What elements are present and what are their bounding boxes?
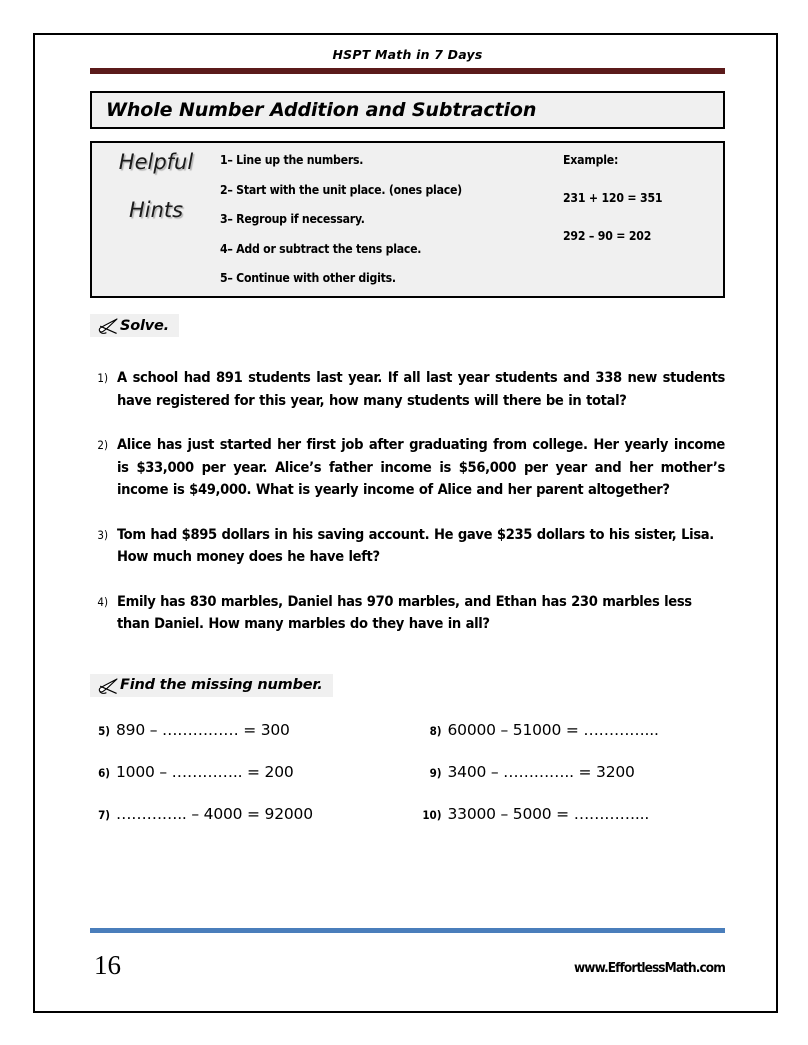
solve-section-heading	[90, 314, 179, 337]
missing-number-item	[422, 721, 740, 739]
hints-label-line2: Hints	[128, 198, 184, 223]
missing-section-heading	[90, 674, 333, 697]
item-number: 5)	[98, 723, 110, 738]
item-number: 7)	[98, 807, 110, 822]
item-expression: 60000 – 51000 = …………...	[447, 720, 659, 739]
missing-number-item	[90, 763, 408, 781]
example-equation: 231 + 120 = 351	[563, 191, 663, 205]
hints-step: 1– Line up the numbers.	[220, 153, 364, 167]
word-problem	[90, 434, 725, 502]
hints-label-line1: Helpful	[118, 150, 194, 174]
example-label: Example:	[563, 153, 619, 167]
missing-number-grid	[90, 721, 725, 847]
page-frame	[33, 33, 778, 1013]
missing-column-right	[408, 721, 740, 847]
running-head: HSPT Math in 7 Days	[332, 47, 483, 62]
item-expression: 33000 – 5000 = …………...	[447, 804, 650, 823]
page-title: Whole Number Addition and Subtraction	[106, 99, 537, 121]
word-problem-list	[90, 367, 725, 636]
hints-label	[92, 143, 220, 296]
hints-example-column	[563, 143, 723, 296]
item-expression: 1000 – ………….. = 200	[116, 762, 294, 781]
problem-number: 3)	[97, 527, 108, 542]
problem-text: Alice has just started her first job after graduating from college. Her yearly income is $33,000 per year. Alice’s father income is $56,000 per year and her mother’s income is $49,000. What is yearly income of Alice and her parent altogether?	[117, 436, 725, 498]
footer	[90, 952, 725, 979]
word-problem	[90, 524, 725, 569]
item-expression: ………….. – 4000 = 92000	[116, 804, 313, 823]
hints-step: 3– Regroup if necessary.	[220, 212, 365, 226]
word-problem	[90, 367, 725, 412]
hints-step: 2– Start with the unit place. (ones place)	[220, 182, 462, 197]
example-equation: 292 – 90 = 202	[563, 229, 652, 243]
chapter-title-box	[90, 91, 725, 129]
missing-heading-label: Find the missing number.	[120, 677, 323, 693]
helpful-hints-box	[90, 141, 725, 298]
hints-step: 4– Add or subtract the tens place.	[220, 241, 422, 256]
solve-heading-label: Solve.	[120, 317, 169, 334]
missing-number-section	[90, 658, 725, 847]
problem-number: 1)	[97, 371, 108, 385]
page-number: 16	[94, 950, 121, 980]
missing-number-item	[90, 805, 408, 823]
item-number: 9)	[429, 765, 442, 780]
item-expression: 890 – …………… = 300	[116, 720, 290, 739]
missing-column-left	[90, 721, 408, 847]
word-problem	[90, 591, 725, 636]
missing-number-item	[90, 721, 408, 739]
pen-writing-icon	[98, 678, 118, 695]
problem-text: Emily has 830 marbles, Daniel has 970 marbles, and Ethan has 230 marbles less than Daniel. How many marbles do they have in all?	[117, 592, 692, 632]
item-expression: 3400 – ………….. = 3200	[447, 762, 635, 781]
item-number: 6)	[98, 765, 110, 780]
pen-writing-icon	[98, 318, 118, 335]
problem-number: 2)	[97, 438, 108, 452]
website-label: www.EffortlessMath.com	[573, 960, 725, 976]
problem-text: A school had 891 students last year. If all last year students and 338 new students have registered for this year, how many students will there be in total?	[117, 369, 725, 409]
problem-number: 4)	[97, 594, 108, 609]
hints-step: 5– Continue with other digits.	[220, 271, 396, 285]
missing-number-item	[422, 763, 740, 781]
footer-rule	[90, 928, 725, 933]
page-content	[90, 47, 725, 999]
hints-step-list	[220, 143, 563, 296]
item-number: 8)	[429, 723, 442, 738]
missing-number-item	[422, 805, 740, 823]
header-rule	[90, 68, 725, 74]
problem-text: Tom had $895 dollars in his saving account. He gave $235 dollars to his sister, Lisa. How much money does he have left?	[117, 525, 714, 565]
item-number: 10)	[422, 807, 442, 822]
